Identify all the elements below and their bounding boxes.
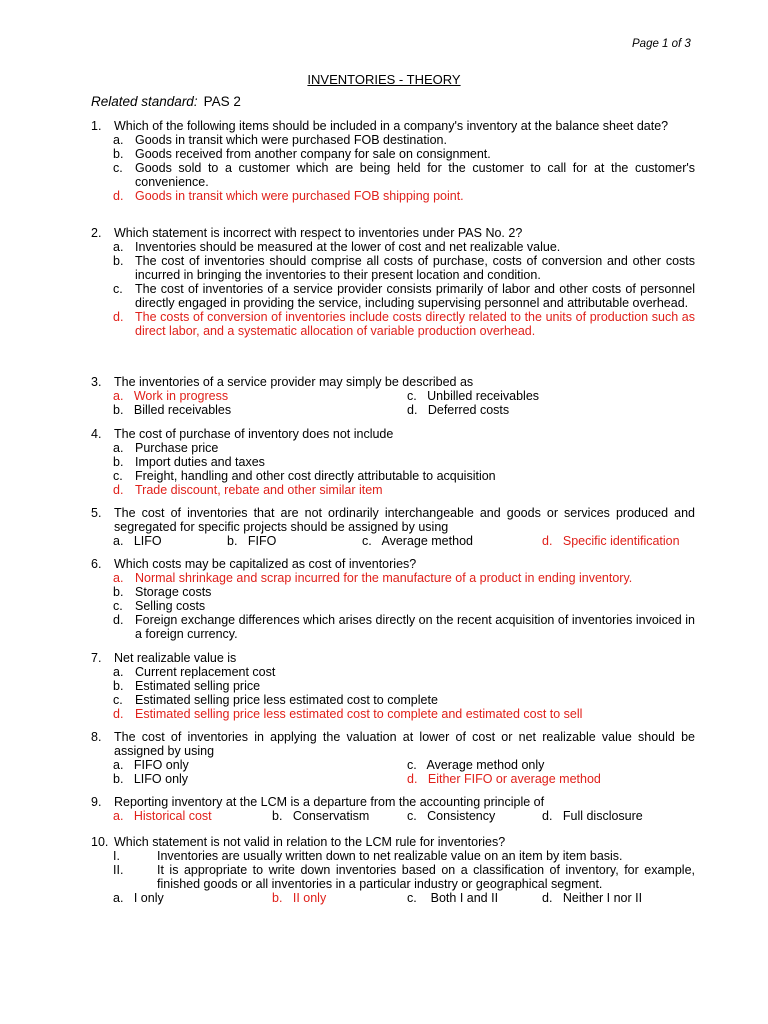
options-row bbox=[91, 389, 695, 403]
option-a: a. Inventories should be measured at the lower of cost and net realizable value. bbox=[113, 240, 561, 254]
options-row bbox=[91, 809, 695, 823]
option-a: a. FIFO only bbox=[113, 758, 189, 772]
question-stem: 7. Net realizable value is bbox=[91, 651, 237, 665]
option-d-answer: d. Either FIFO or average method bbox=[407, 772, 601, 786]
question-3 bbox=[91, 375, 695, 417]
question-6 bbox=[91, 557, 695, 641]
related-label: Related standard: bbox=[91, 94, 198, 109]
question-stem: 6. Which costs may be capitalized as cost of inventories? bbox=[91, 557, 417, 571]
option-c: c. Consistency bbox=[407, 809, 496, 823]
option-d: d. Foreign exchange differences which arises directly on the recent acquisition of inventories invoiced in a foreign currency. bbox=[113, 613, 695, 641]
option-c: c. Average method only bbox=[407, 758, 545, 772]
option-b: b. Import duties and taxes bbox=[113, 455, 265, 469]
option-b: b. Estimated selling price bbox=[113, 679, 261, 693]
options-row bbox=[91, 772, 695, 786]
option-b: b. Goods received from another company for sale on consignment. bbox=[113, 147, 491, 161]
option-c: c. Both I and II bbox=[407, 891, 499, 905]
option-d: d. Deferred costs bbox=[407, 403, 510, 417]
question-2 bbox=[91, 226, 695, 338]
option-b-answer: b. II only bbox=[272, 891, 327, 905]
question-1 bbox=[91, 119, 695, 203]
question-7 bbox=[91, 651, 695, 721]
option-b: b. FIFO bbox=[227, 534, 277, 548]
option-d: d. Neither I nor II bbox=[542, 891, 643, 905]
question-number: 7. bbox=[91, 651, 102, 665]
option-c: c. Selling costs bbox=[113, 599, 206, 613]
option-a-answer: a. Work in progress bbox=[113, 389, 229, 403]
question-number: 3. bbox=[91, 375, 102, 389]
option-d-answer: d. Specific identification bbox=[542, 534, 680, 548]
question-stem: 5. The cost of inventories that are not ordinarily interchangeable and goods or services produced and segregated for specific projects should be assigned by using bbox=[91, 506, 695, 534]
question-stem: 3. The inventories of a service provider may simply be described as bbox=[91, 375, 474, 389]
question-stem: 4. The cost of purchase of inventory does not include bbox=[91, 427, 394, 441]
option-d-answer: d. Estimated selling price less estimated cost to complete and estimated cost to sell bbox=[113, 707, 583, 721]
question-number: 8. bbox=[91, 730, 102, 744]
option-d-answer: d. The costs of conversion of inventories include costs directly related to the units of production such as direct labor, and a systematic allocation of variable production overhead. bbox=[113, 310, 695, 338]
option-a: a. I only bbox=[113, 891, 164, 905]
question-number: 9. bbox=[91, 795, 102, 809]
question-5 bbox=[91, 506, 695, 548]
option-c: c. Estimated selling price less estimated cost to complete bbox=[113, 693, 438, 707]
question-number: 1. bbox=[91, 119, 102, 133]
option-c: c. Freight, handling and other cost directly attributable to acquisition bbox=[113, 469, 496, 483]
option-d-answer: d. Goods in transit which were purchased FOB shipping point. bbox=[113, 189, 464, 203]
question-number: 6. bbox=[91, 557, 102, 571]
question-8 bbox=[91, 730, 695, 786]
options-row bbox=[91, 403, 695, 417]
related-standard bbox=[91, 95, 241, 109]
option-d: d. Full disclosure bbox=[542, 809, 643, 823]
question-stem: 9. Reporting inventory at the LCM is a departure from the accounting principle of bbox=[91, 795, 545, 809]
option-b: b. LIFO only bbox=[113, 772, 189, 786]
question-stem: 10. Which statement is not valid in relation to the LCM rule for inventories? bbox=[91, 835, 506, 849]
option-d-answer: d. Trade discount, rebate and other similar item bbox=[113, 483, 383, 497]
question-10 bbox=[91, 835, 695, 905]
question-4 bbox=[91, 427, 695, 497]
options-row bbox=[91, 534, 695, 548]
option-b: b. Conservatism bbox=[272, 809, 370, 823]
option-a: a. LIFO bbox=[113, 534, 162, 548]
page-title: INVENTORIES - THEORY bbox=[307, 72, 461, 87]
option-c: c. The cost of inventories of a service provider consists primarily of labor and other costs of personnel directly engaged in providing the service, including supervising personnel and attributable overhead. bbox=[113, 282, 695, 310]
statement-ii: II. It is appropriate to write down inventories based on a classification of inventory, for example, finished goods or all inventories in a particular industry or geographical segment. bbox=[113, 863, 695, 891]
option-b: b. Billed receivables bbox=[113, 403, 232, 417]
question-stem: 1. Which of the following items should be included in a company's inventory at the balance sheet date? bbox=[91, 119, 669, 133]
statement-i: I. Inventories are usually written down to net realizable value on an item by item basis. bbox=[113, 849, 623, 863]
option-a: a. Current replacement cost bbox=[113, 665, 276, 679]
options-row bbox=[91, 758, 695, 772]
page-number: Page 1 of 3 bbox=[632, 38, 691, 50]
option-a: a. Purchase price bbox=[113, 441, 219, 455]
question-number: 2. bbox=[91, 226, 102, 240]
related-value: PAS 2 bbox=[203, 94, 241, 109]
option-a-answer: a. Historical cost bbox=[113, 809, 212, 823]
option-c: c. Average method bbox=[362, 534, 473, 548]
option-b: b. Storage costs bbox=[113, 585, 212, 599]
question-9 bbox=[91, 795, 695, 823]
option-b: b. The cost of inventories should comprise all costs of purchase, costs of conversion and other costs incurred in bringing the inventories to their present location and condition. bbox=[113, 254, 695, 282]
question-stem: 8. The cost of inventories in applying the valuation at lower of cost or net realizable value should be assigned by using bbox=[91, 730, 695, 758]
options-row bbox=[91, 891, 695, 905]
option-a: a. Goods in transit which were purchased FOB destination. bbox=[113, 133, 447, 147]
question-number: 10. bbox=[91, 835, 109, 849]
option-c: c. Unbilled receivables bbox=[407, 389, 540, 403]
question-number: 5. bbox=[91, 506, 102, 520]
option-a-answer: a. Normal shrinkage and scrap incurred for the manufacture of a product in ending inventory. bbox=[113, 571, 633, 585]
option-c: c. Goods sold to a customer which are being held for the customer to call for at the customer's convenience. bbox=[113, 161, 695, 189]
question-stem: 2. Which statement is incorrect with respect to inventories under PAS No. 2? bbox=[91, 226, 523, 240]
question-number: 4. bbox=[91, 427, 102, 441]
